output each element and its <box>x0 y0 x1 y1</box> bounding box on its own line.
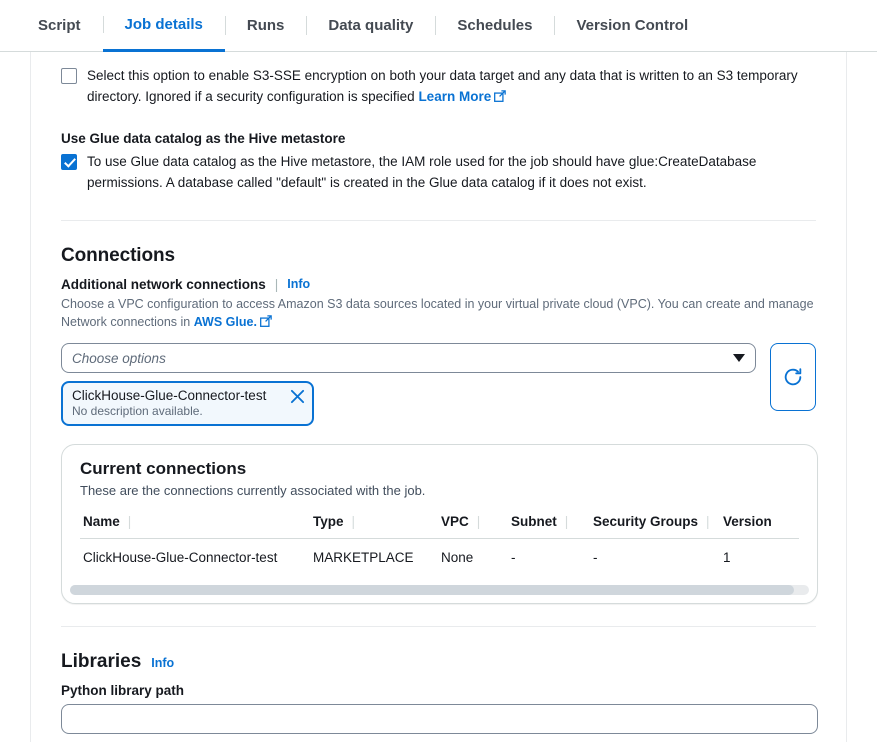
table-horizontal-scrollbar[interactable] <box>62 585 817 603</box>
column-divider: | <box>476 514 481 530</box>
external-link-icon-glue <box>260 314 272 333</box>
selected-connection-token[interactable] <box>61 381 314 426</box>
hive-metastore-checkbox[interactable] <box>61 154 77 170</box>
divider-connections <box>61 220 816 221</box>
column-label-subnet: Subnet <box>511 514 557 530</box>
tab-version-control[interactable]: Version Control <box>554 0 710 51</box>
connections-help-text <box>61 295 816 334</box>
column-divider: | <box>351 514 356 530</box>
tab-script[interactable]: Script <box>38 17 81 34</box>
connections-section-title: Connections <box>61 244 175 266</box>
info-link-connections[interactable]: Info <box>287 277 311 292</box>
column-header-type[interactable] <box>310 510 438 539</box>
s3-sse-description <box>87 66 807 109</box>
s3-sse-row <box>61 66 816 109</box>
external-link-icon <box>494 88 506 109</box>
current-connections-table <box>80 510 799 577</box>
scrollbar-track[interactable] <box>70 585 809 595</box>
hive-metastore-row <box>61 152 816 194</box>
cell-name: ClickHouse-Glue-Connector-test <box>83 550 278 566</box>
learn-more-link[interactable]: Learn More <box>418 88 492 104</box>
connections-help-line1: Choose a VPC configuration to access Amazon S3 data sources located in your virtual private cloud (VPC). You can create and manage <box>61 296 814 311</box>
column-label-type: Type <box>313 514 344 530</box>
cell-subnet: - <box>511 550 516 566</box>
connections-multiselect-placeholder: Choose options <box>72 350 166 366</box>
refresh-icon <box>782 366 804 388</box>
libraries-section-title: Libraries <box>61 651 142 673</box>
column-divider: | <box>127 514 132 530</box>
current-connections-title: Current connections <box>80 459 247 479</box>
cell-type: MARKETPLACE <box>313 550 414 566</box>
job-details-panel <box>30 52 847 742</box>
table-header-row <box>80 510 799 539</box>
column-header-vpc[interactable] <box>438 510 508 539</box>
tab-runs[interactable]: Runs <box>225 0 307 51</box>
column-label-version: Version <box>723 514 772 530</box>
scrollbar-thumb[interactable] <box>70 585 794 595</box>
column-label-name: Name <box>83 514 120 530</box>
python-library-path-label: Python library path <box>61 683 185 699</box>
connections-help-line2-prefix: Network connections in <box>61 315 191 330</box>
python-library-path-input[interactable] <box>61 704 818 734</box>
connections-select-row <box>61 343 816 426</box>
additional-network-connections-label: Additional network connections <box>61 276 266 292</box>
tab-data-quality[interactable]: Data quality <box>306 0 435 51</box>
column-header-security-groups[interactable] <box>590 510 720 539</box>
column-header-version[interactable] <box>720 510 799 539</box>
column-header-name[interactable] <box>80 510 310 539</box>
divider-libraries <box>61 626 816 627</box>
cell-vpc: None <box>441 550 474 566</box>
hive-metastore-heading: Use Glue data catalog as the Hive metastore <box>61 130 346 146</box>
chevron-down-icon <box>733 354 745 362</box>
cell-version: 1 <box>723 550 731 566</box>
s3-sse-checkbox[interactable] <box>61 68 77 84</box>
label-separator: | <box>274 276 279 292</box>
current-connections-card <box>61 444 818 604</box>
additional-network-connections-label-row <box>61 277 816 292</box>
info-link-libraries[interactable]: Info <box>151 656 175 671</box>
hive-metastore-description: To use Glue data catalog as the Hive metastore, the IAM role used for the job should have glue:CreateDatabase permissions. A database called "default" is created in the Glue data catalog if it does not exist. <box>87 153 757 190</box>
column-divider: | <box>564 514 569 530</box>
table-row[interactable] <box>80 539 799 578</box>
connections-multiselect[interactable] <box>61 343 756 373</box>
aws-glue-link[interactable]: AWS Glue. <box>193 315 257 330</box>
column-label-security-groups: Security Groups <box>593 514 699 530</box>
close-icon[interactable] <box>290 389 305 409</box>
selected-connection-name: ClickHouse-Glue-Connector-test <box>72 388 267 404</box>
column-divider: | <box>706 514 710 530</box>
current-connections-subtitle: These are the connections currently associated with the job. <box>80 483 426 499</box>
column-header-subnet[interactable] <box>508 510 590 539</box>
tab-schedules[interactable]: Schedules <box>435 0 554 51</box>
tab-job-details[interactable]: Job details <box>103 0 225 52</box>
tab-bar <box>0 0 877 52</box>
cell-security-groups: - <box>593 550 598 566</box>
column-label-vpc: VPC <box>441 514 469 530</box>
libraries-title-row <box>61 651 816 673</box>
selected-connection-description: No description available. <box>72 404 203 419</box>
refresh-connections-button[interactable] <box>770 343 816 411</box>
s3-sse-text: Select this option to enable S3-SSE encryption on both your data target and any data that is written to an S3 temporary directory. Ignored if a security configuration is specified <box>87 68 798 104</box>
